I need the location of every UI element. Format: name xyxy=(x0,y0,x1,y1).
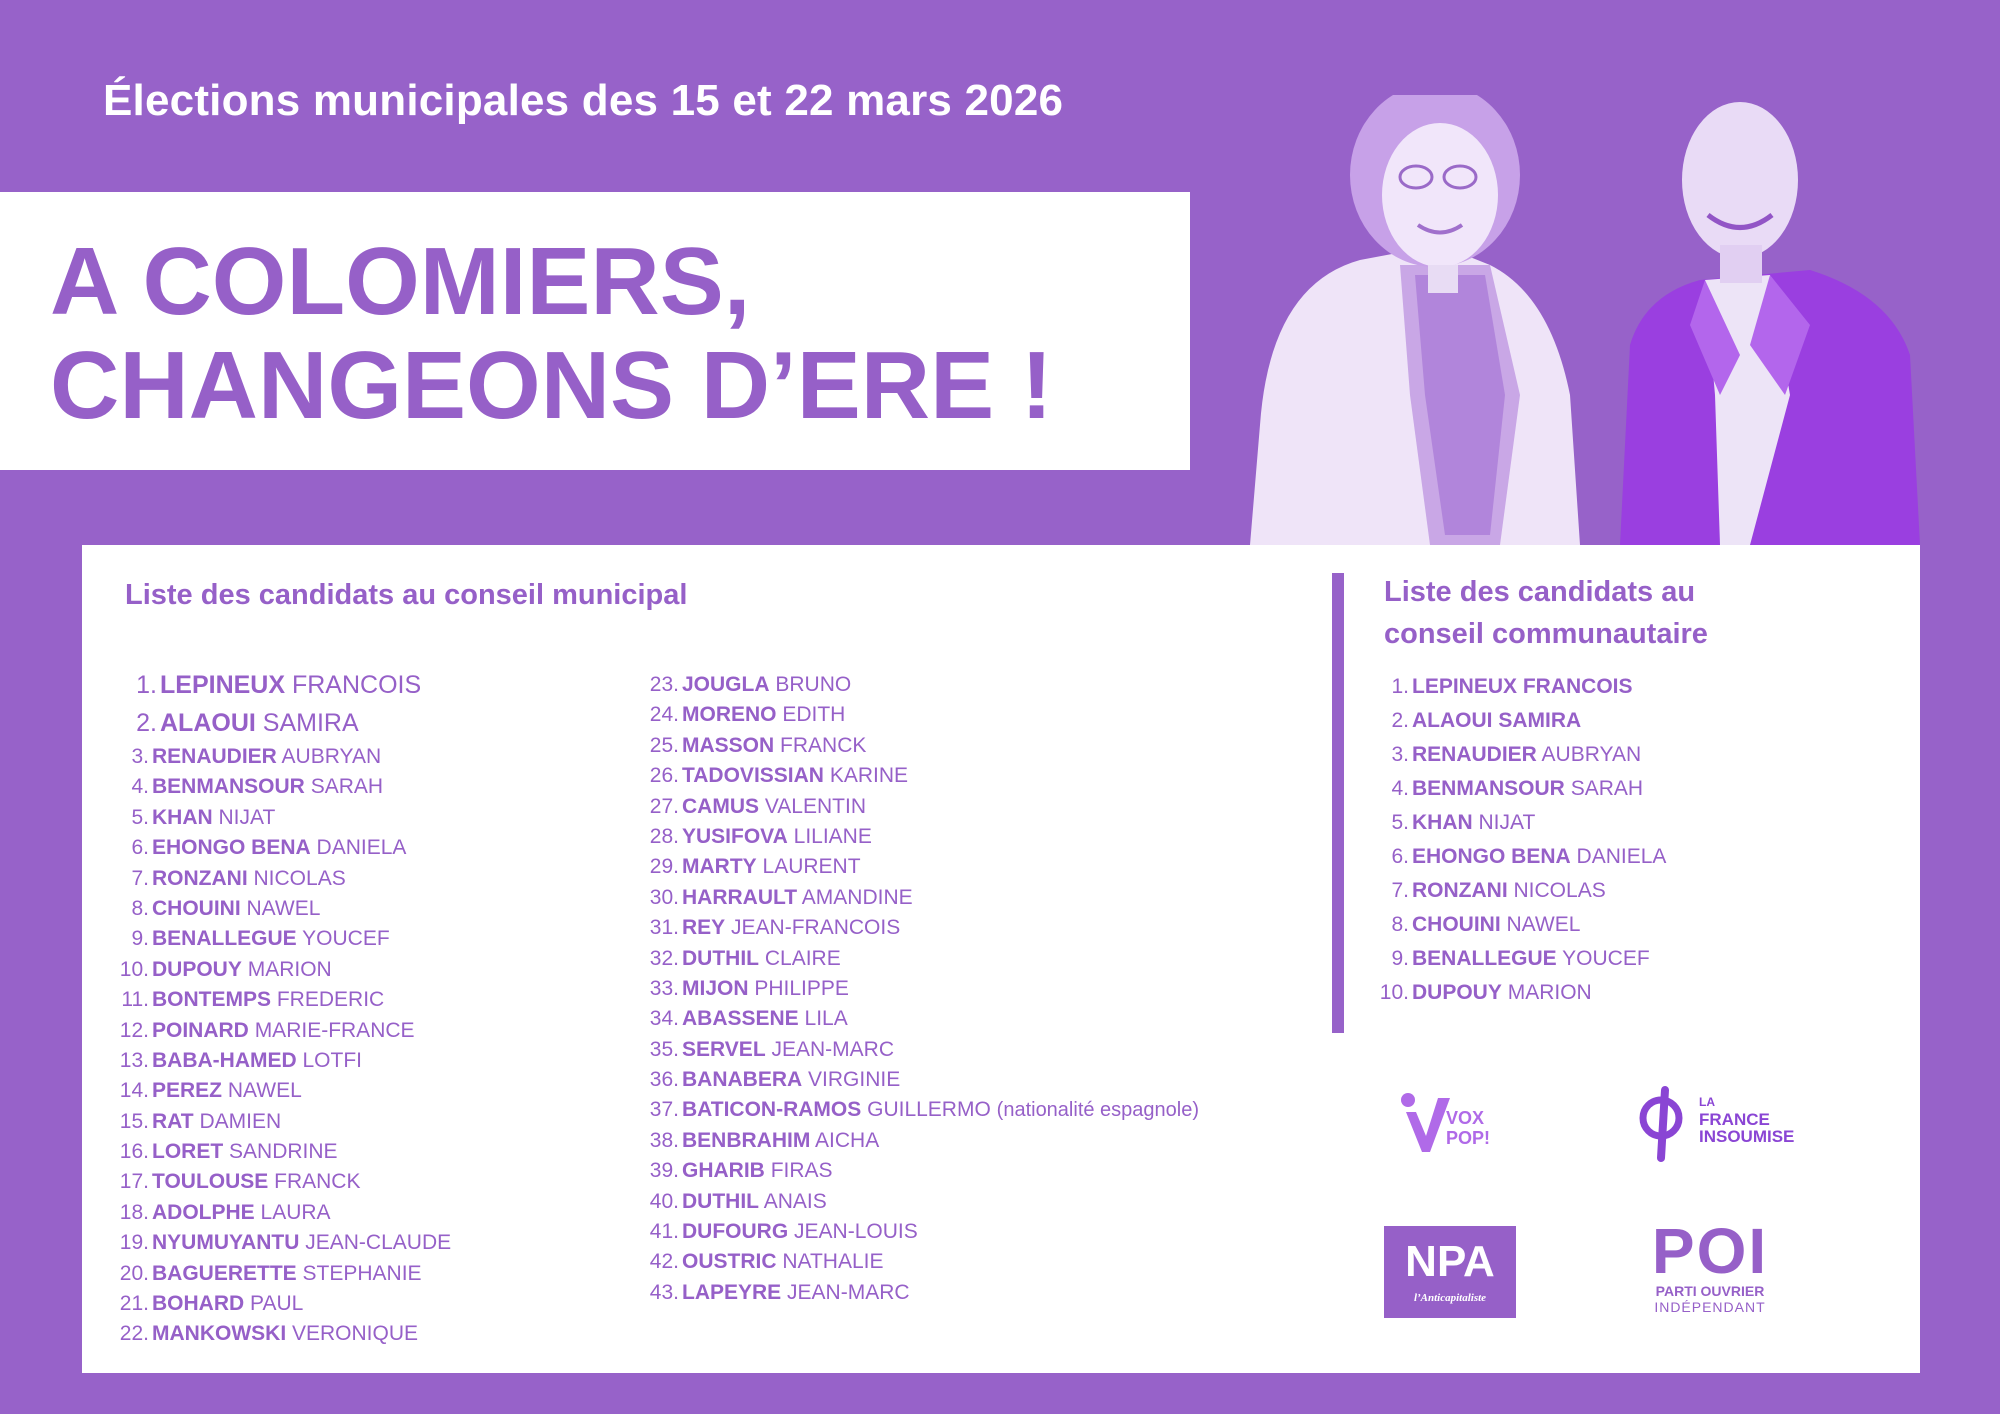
candidate-first-name: VERONIQUE xyxy=(292,1322,419,1346)
candidate-first-name: FRANCK xyxy=(780,733,867,757)
candidate-number: 16. xyxy=(119,1140,149,1164)
candidate-number: 37. xyxy=(649,1098,679,1122)
candidate-last-name: POINARD xyxy=(152,1018,249,1042)
candidate-last-name: BENBRAHIM xyxy=(682,1128,811,1152)
candidate-last-name: CAMUS xyxy=(682,794,759,818)
communautaire-title-line-2: conseil communautaire xyxy=(1384,618,1708,650)
voxpop-line-2: POP! xyxy=(1446,1128,1491,1148)
candidate-last-name: REY xyxy=(682,916,726,940)
candidate-first-name: ANAIS xyxy=(763,1189,827,1213)
candidate-first-name: PHILIPPE xyxy=(754,976,849,1000)
candidate-last-name: BATICON-RAMOS xyxy=(682,1098,862,1122)
title-line-2: CHANGEONS D’ERE ! xyxy=(50,332,1053,439)
candidate-first-name: AMANDINE xyxy=(801,885,913,909)
candidate-first-name: AUBRYAN xyxy=(281,745,382,768)
candidate-number: 23. xyxy=(649,673,679,696)
candidate-number: 8. xyxy=(131,896,149,920)
lfi-logo xyxy=(1635,1082,1805,1162)
candidate-last-name: YUSIFOVA xyxy=(682,824,788,848)
candidate-number: 27. xyxy=(649,794,679,818)
candidate-last-name: OUSTRIC xyxy=(682,1250,777,1274)
candidate-last-name: BABA-HAMED xyxy=(152,1048,297,1072)
candidate-first-name: JEAN-MARC xyxy=(787,1280,910,1304)
candidate-number: 38. xyxy=(649,1128,679,1152)
candidate-last-name: BENALLEGUE xyxy=(1412,947,1557,970)
candidate-number: 22. xyxy=(119,1322,149,1346)
candidate-last-name: DUFOURG xyxy=(682,1220,789,1244)
candidate-number: 41. xyxy=(649,1220,679,1244)
phi-icon xyxy=(1635,1082,1695,1162)
candidate-number: 3. xyxy=(131,745,149,768)
candidate-last-name: MARTY xyxy=(682,855,757,879)
candidate-number: 36. xyxy=(649,1068,679,1092)
candidate-number: 40. xyxy=(649,1189,679,1213)
candidate-number: 10. xyxy=(119,957,149,981)
candidate-number: 15. xyxy=(119,1109,149,1133)
candidate-number: 8. xyxy=(1391,913,1409,936)
candidate-number: 10. xyxy=(1379,981,1409,1004)
candidate-number: 43. xyxy=(649,1280,679,1304)
candidate-last-name: PEREZ xyxy=(152,1079,223,1103)
candidate-number: 28. xyxy=(649,824,679,848)
candidate-first-name: SAMIRA xyxy=(262,709,359,737)
candidate-last-name: JOUGLA xyxy=(682,673,770,696)
candidates-panel xyxy=(82,545,1920,1373)
npa-main: NPA xyxy=(1405,1237,1495,1286)
candidate-number: 20. xyxy=(119,1261,149,1285)
candidate-last-name: RENAUDIER xyxy=(152,745,277,768)
candidate-number: 26. xyxy=(649,764,679,788)
candidate-number: 34. xyxy=(649,1007,679,1031)
candidate-last-name: ALAOUI SAMIRA xyxy=(1412,709,1582,732)
candidate-first-name: NATHALIE xyxy=(782,1250,884,1274)
candidate-number: 13. xyxy=(119,1048,149,1072)
candidate-number: 14. xyxy=(119,1079,149,1103)
candidate-last-name: MASSON xyxy=(682,733,775,757)
candidate-last-name: BENALLEGUE xyxy=(152,927,297,951)
candidate-first-name: LILIANE xyxy=(793,824,872,848)
candidate-last-name: DUPOUY xyxy=(152,957,242,981)
candidate-first-name: FIRAS xyxy=(770,1159,833,1183)
candidate-number: 9. xyxy=(131,927,149,951)
candidate-last-name: RENAUDIER xyxy=(1412,743,1537,766)
candidate-first-name: DANIELA xyxy=(1576,845,1667,868)
candidate-number: 42. xyxy=(649,1250,679,1274)
candidate-first-name: LAURENT xyxy=(762,855,861,879)
candidate-number: 21. xyxy=(119,1292,149,1316)
candidate-number: 33. xyxy=(649,976,679,1000)
candidate-first-name: LOTFI xyxy=(302,1048,363,1072)
lfi-line-1: LA xyxy=(1699,1095,1715,1109)
candidate-last-name: BOHARD xyxy=(152,1292,245,1316)
candidate-first-name: MARIE-FRANCE xyxy=(254,1018,415,1042)
lfi-line-2: FRANCE xyxy=(1699,1110,1770,1129)
candidate-first-name: JEAN-CLAUDE xyxy=(305,1231,452,1255)
npa-sub: l’Anticapitaliste xyxy=(1413,1292,1487,1304)
candidate-last-name: TADOVISSIAN xyxy=(682,764,824,788)
candidate-first-name: SARAH xyxy=(1570,777,1644,800)
candidate-first-name: MARION xyxy=(247,957,332,981)
candidate-first-name: DAMIEN xyxy=(199,1109,282,1133)
candidate-first-name: YOUCEF xyxy=(302,927,390,951)
candidate-number: 1. xyxy=(136,671,157,699)
candidate-first-name: DANIELA xyxy=(316,836,407,860)
candidate-number: 2. xyxy=(1391,709,1409,732)
candidate-number: 18. xyxy=(119,1200,149,1224)
man-figure xyxy=(1620,102,1920,545)
title-banner xyxy=(0,192,1190,470)
candidate-last-name: CHOUINI xyxy=(152,896,241,920)
candidate-number: 35. xyxy=(649,1037,679,1061)
candidate-first-name: LILA xyxy=(804,1007,848,1031)
candidate-first-name: JEAN-FRANCOIS xyxy=(731,916,901,940)
candidate-first-name: NIJAT xyxy=(218,805,276,829)
candidate-first-name: NIJAT xyxy=(1478,811,1536,834)
candidate-last-name: BAGUERETTE xyxy=(152,1261,297,1285)
candidate-number: 6. xyxy=(131,836,149,860)
candidate-last-name: MIJON xyxy=(682,976,749,1000)
candidate-last-name: EHONGO BENA xyxy=(1412,845,1571,868)
candidate-number: 4. xyxy=(131,775,149,799)
candidate-first-name: MARION xyxy=(1507,981,1592,1004)
candidate-last-name: RONZANI xyxy=(152,866,248,890)
candidate-last-name: DUTHIL xyxy=(682,946,759,970)
candidate-last-name: ABASSENE xyxy=(682,1007,799,1031)
candidate-number: 29. xyxy=(649,855,679,879)
communautaire-title-line-1: Liste des candidats au xyxy=(1384,576,1696,608)
candidate-first-name: CLAIRE xyxy=(764,946,841,970)
candidate-last-name: LEPINEUX FRANCOIS xyxy=(1412,675,1633,698)
candidate-first-name: AICHA xyxy=(815,1128,880,1152)
candidate-last-name: RONZANI xyxy=(1412,879,1508,902)
candidate-number: 17. xyxy=(119,1170,149,1194)
candidate-first-name: BRUNO xyxy=(775,673,852,696)
header-date: Élections municipales des 15 et 22 mars 2026 xyxy=(103,76,1064,125)
candidate-first-name: PAUL xyxy=(250,1292,304,1316)
candidate-number: 4. xyxy=(1391,777,1409,800)
candidate-first-name: NICOLAS xyxy=(1513,879,1606,902)
candidate-last-name: DUPOUY xyxy=(1412,981,1502,1004)
candidate-first-name: KARINE xyxy=(829,764,908,788)
candidate-number: 12. xyxy=(119,1018,149,1042)
woman-figure xyxy=(1250,95,1580,545)
candidate-number: 3. xyxy=(1391,743,1409,766)
candidate-last-name: EHONGO BENA xyxy=(152,836,311,860)
candidate-first-name: JEAN-MARC xyxy=(771,1037,895,1061)
candidate-number: 31. xyxy=(649,916,679,940)
candidate-number: 30. xyxy=(649,885,679,909)
municipal-list-title: Liste des candidats au conseil municipal xyxy=(125,579,688,611)
candidate-number: 11. xyxy=(121,988,149,1012)
candidate-number: 9. xyxy=(1391,947,1409,970)
candidate-first-name: NAWEL xyxy=(246,896,321,920)
candidate-first-name: FRANCOIS xyxy=(291,671,422,699)
candidate-number: 39. xyxy=(649,1159,679,1183)
npa-logo xyxy=(1384,1226,1516,1318)
candidate-first-name: FRANCK xyxy=(274,1170,361,1194)
candidate-number: 2. xyxy=(136,709,157,737)
candidate-first-name: GUILLERMO xyxy=(867,1098,991,1122)
candidate-last-name: LORET xyxy=(152,1140,224,1164)
candidate-first-name: VALENTIN xyxy=(764,794,866,818)
poi-main: POI xyxy=(1651,1215,1769,1287)
candidate-last-name: BANABERA xyxy=(682,1068,803,1092)
candidate-number: 1. xyxy=(1391,675,1409,698)
candidate-last-name: ADOLPHE xyxy=(152,1200,255,1224)
candidate-last-name: BENMANSOUR xyxy=(1412,777,1565,800)
candidate-last-name: GHARIB xyxy=(682,1159,765,1183)
candidate-number: 5. xyxy=(131,805,149,829)
candidate-last-name: BENMANSOUR xyxy=(152,775,305,799)
candidate-note: (nationalité espagnole) xyxy=(996,1099,1200,1122)
candidate-first-name: VIRGINIE xyxy=(808,1068,901,1092)
candidate-last-name: BONTEMPS xyxy=(152,988,272,1012)
candidate-last-name: DUTHIL xyxy=(682,1189,759,1213)
poi-line-2: INDÉPENDANT xyxy=(1654,1299,1766,1315)
candidate-first-name: LAURA xyxy=(260,1200,331,1224)
divider xyxy=(1332,573,1344,1033)
candidate-number: 7. xyxy=(131,866,149,890)
candidate-first-name: EDITH xyxy=(782,703,846,727)
title-line-1: A COLOMIERS, xyxy=(50,228,751,335)
candidate-first-name: AUBRYAN xyxy=(1541,743,1642,766)
poi-line-1: PARTI OUVRIER xyxy=(1655,1283,1765,1299)
candidate-last-name: KHAN xyxy=(1412,811,1473,834)
candidate-first-name: JEAN-LOUIS xyxy=(794,1220,918,1244)
candidates-photo xyxy=(1250,95,1930,545)
candidate-number: 25. xyxy=(649,733,679,757)
candidate-first-name: NAWEL xyxy=(227,1079,302,1103)
voxpop-logo xyxy=(1400,1090,1530,1160)
candidate-last-name: KHAN xyxy=(152,805,213,829)
candidate-number: 5. xyxy=(1391,811,1409,834)
candidate-last-name: LAPEYRE xyxy=(682,1280,782,1304)
lfi-line-3: INSOUMISE xyxy=(1699,1127,1795,1146)
candidate-first-name: NAWEL xyxy=(1506,913,1581,936)
candidate-last-name: SERVEL xyxy=(682,1037,766,1061)
voxpop-line-1: VOX xyxy=(1446,1108,1485,1128)
candidate-first-name: SANDRINE xyxy=(229,1140,338,1164)
candidate-last-name: LEPINEUX xyxy=(160,671,286,699)
candidate-number: 19. xyxy=(119,1231,149,1255)
candidate-last-name: CHOUINI xyxy=(1412,913,1501,936)
candidate-number: 24. xyxy=(649,703,679,727)
candidate-last-name: NYUMUYANTU xyxy=(152,1231,300,1255)
candidate-first-name: YOUCEF xyxy=(1562,947,1650,970)
poi-logo xyxy=(1635,1215,1795,1319)
candidate-first-name: SARAH xyxy=(310,775,384,799)
candidate-last-name: ALAOUI xyxy=(160,709,256,737)
candidate-last-name: MANKOWSKI xyxy=(152,1322,287,1346)
candidate-last-name: TOULOUSE xyxy=(152,1170,269,1194)
candidate-last-name: MORENO xyxy=(682,703,777,727)
candidate-first-name: STEPHANIE xyxy=(302,1261,422,1285)
candidate-last-name: HARRAULT xyxy=(682,885,798,909)
candidate-number: 6. xyxy=(1391,845,1409,868)
candidate-first-name: NICOLAS xyxy=(253,866,346,890)
candidate-number: 7. xyxy=(1391,879,1409,902)
candidate-last-name: RAT xyxy=(152,1109,194,1133)
candidate-number: 32. xyxy=(649,946,679,970)
candidate-first-name: FREDERIC xyxy=(276,988,385,1012)
